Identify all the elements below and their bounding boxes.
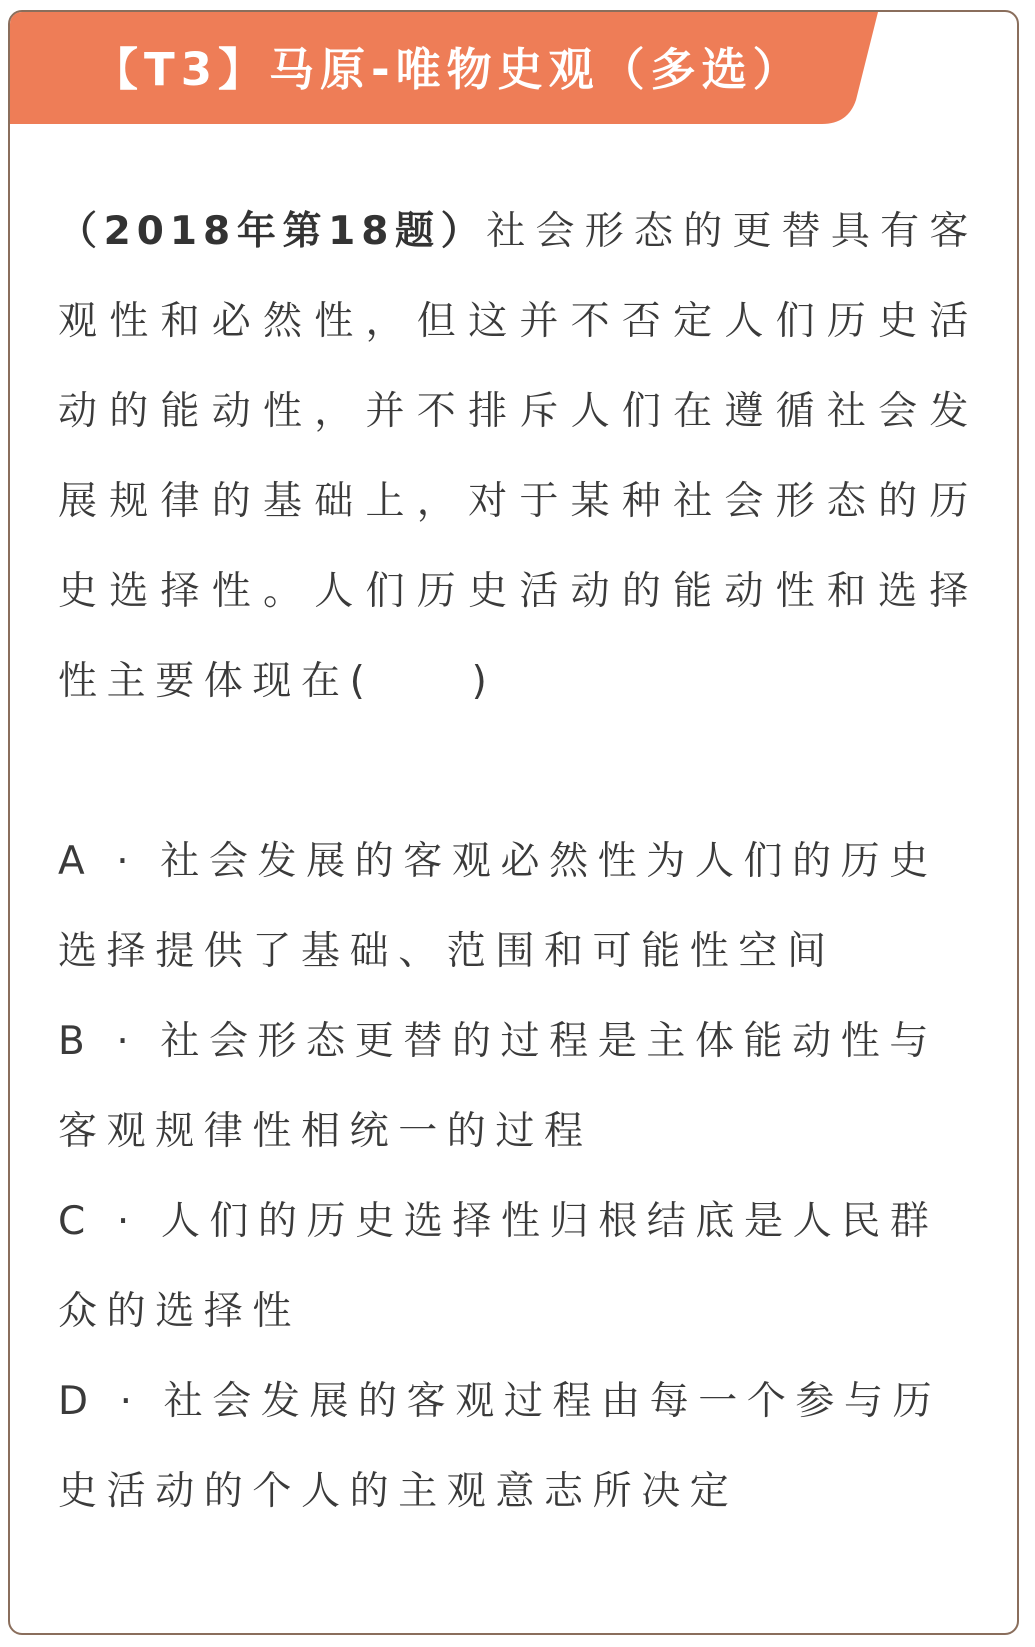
question-card [8, 10, 1019, 1635]
option-b[interactable]: B · 社会形态更替的过程是主体能动性与客观规律性相统一的过程 [58, 1019, 938, 1154]
question-text [58, 187, 978, 727]
option-a[interactable]: A · 社会发展的客观必然性为人们的历史选择提供了基础、范围和可能性空间 [58, 839, 938, 974]
option-d[interactable]: D · 社会发展的客观过程由每一个参与历史活动的个人的主观意志所决定 [58, 1379, 942, 1514]
options-list [58, 817, 978, 1537]
title-banner [10, 12, 925, 129]
question-body: 社会形态的更替具有客观性和必然性，但这并不否定人们历史活动的能动性，并不排斥人们在遵循社会发展规律的基础上，对于某种社会形态的历史选择性。人们历史活动的能动性和选择性主要体现在( ) [58, 209, 978, 704]
question-source: （2018年第18题） [58, 209, 487, 254]
option-c[interactable]: C · 人们的历史选择性归根结底是人民群众的选择性 [58, 1199, 939, 1334]
banner-title: 【T3】马原-唯物史观（多选） [93, 43, 804, 96]
